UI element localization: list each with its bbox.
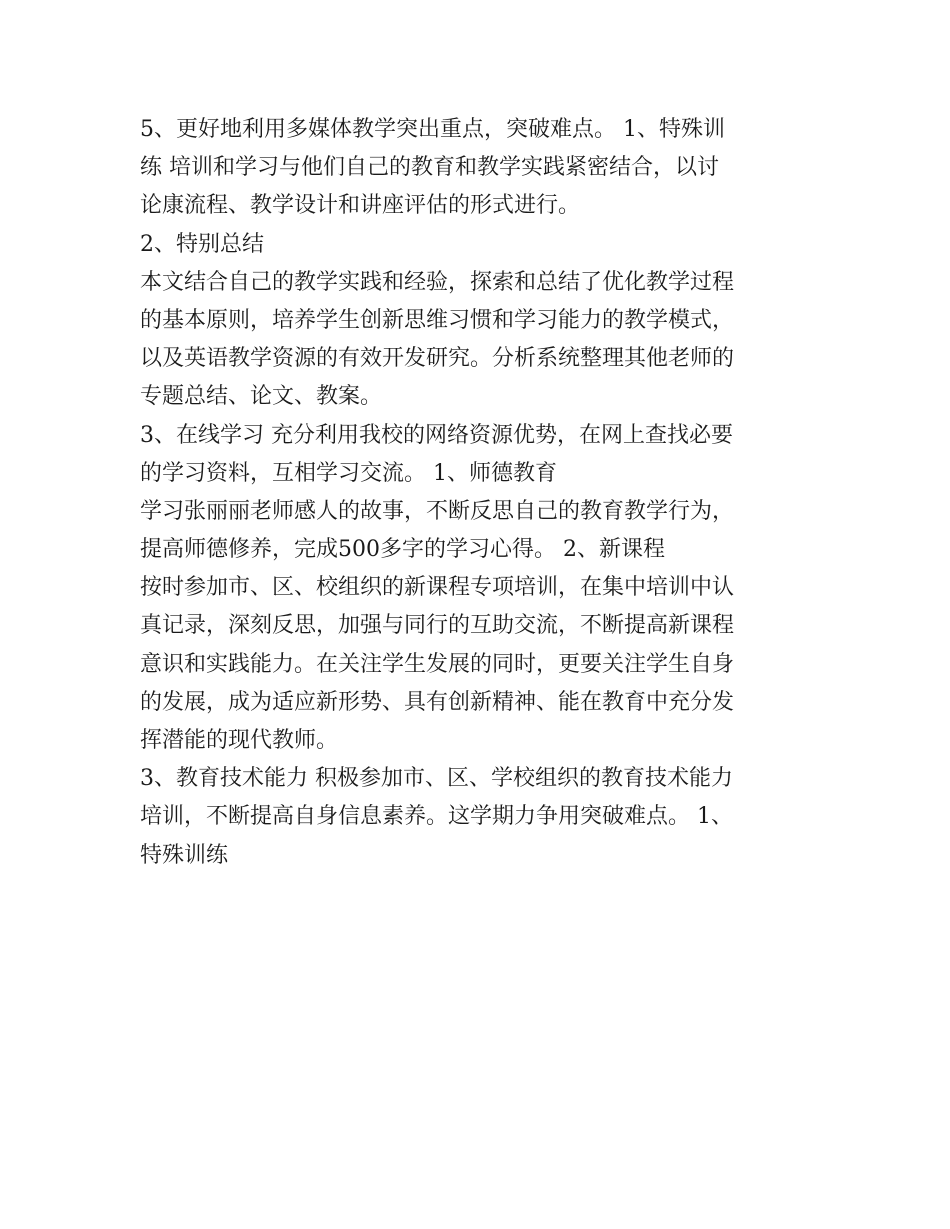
text-line: 专题总结、论文、教案。	[140, 384, 383, 410]
text-line: 的基本原则，培养学生创新思维习惯和学习能力的教学模式，	[140, 307, 735, 333]
document-body	[140, 111, 820, 875]
text-line: 论康流程、教学设计和讲座评估的形式进行。	[140, 193, 581, 219]
text-line: 5、更好地利用多媒体教学突出重点，突破难点。 1、特殊训	[140, 117, 725, 142]
text-line: 特殊训练	[140, 842, 229, 868]
text-line: 真记录，深刻反思，加强与同行的互助交流，不断提高新课程	[140, 613, 735, 639]
text-line: 的学习资料，互相学习交流。 1、师德教育	[140, 460, 557, 486]
text-line: 3、教育技术能力 积极参加市、区、学校组织的教育技术能力	[140, 766, 733, 792]
text-line: 学习张丽丽老师感人的故事，不断反思自己的教育教学行为，	[140, 498, 735, 524]
text-line: 以及英语教学资源的有效开发研究。分析系统整理其他老师的	[140, 346, 735, 372]
text-line: 的发展，成为适应新形势、具有创新精神、能在教育中充分发	[140, 689, 735, 715]
text-line: 3、在线学习 充分利用我校的网络资源优势，在网上查找必要	[140, 422, 733, 448]
text-line: 练 培训和学习与他们自己的教育和教学实践紧密结合，以讨	[140, 155, 719, 181]
text-line: 按时参加市、区、校组织的新课程专项培训，在集中培训中认	[140, 575, 735, 601]
text-line: 提高师德修养，完成500多字的学习心得。 2、新课程	[140, 537, 665, 563]
text-line: 本文结合自己的教学实践和经验，探索和总结了优化教学过程	[140, 269, 735, 295]
section-heading: 2、特别总结	[140, 231, 264, 257]
text-line: 培训，不断提高自身信息素养。这学期力争用突破难点。 1、	[140, 804, 733, 830]
text-line: 意识和实践能力。在关注学生发展的同时，更要关注学生自身	[140, 651, 735, 677]
text-line: 挥潜能的现代教师。	[140, 728, 339, 753]
